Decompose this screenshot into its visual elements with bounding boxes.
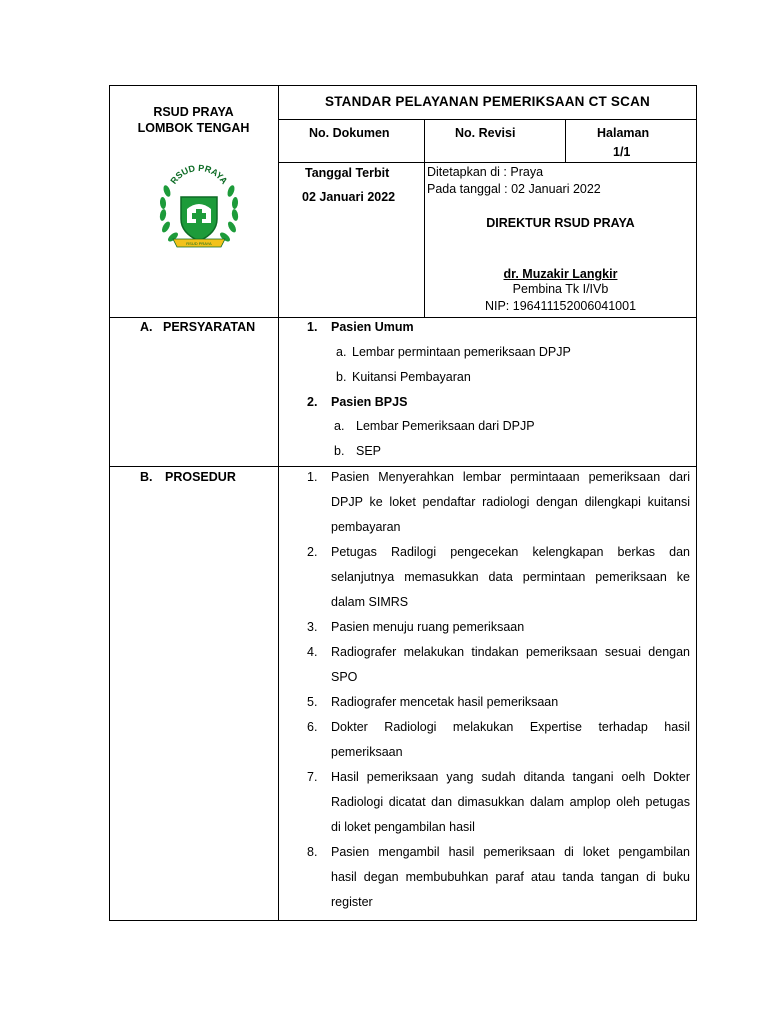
step-8-line-1: Pasien mengambil hasil pemeriksaan di loket pengambilan: [331, 845, 690, 859]
group-2-title: Pasien BPJS: [331, 395, 408, 409]
group-1-item-b-text: Kuitansi Pembayaran: [352, 370, 471, 384]
step-1-line-2: DPJP ke loket pendaftar radiologi dengan dilengkapi kuitansi: [331, 495, 690, 509]
sop-document: [109, 85, 697, 921]
rsud-praya-logo: [155, 161, 243, 257]
section-b-letter: B.: [140, 470, 153, 484]
group-1-title: Pasien Umum: [331, 320, 414, 334]
step-7-line-3: di loket pengambilan hasil: [331, 820, 475, 834]
step-6-line-2: pemeriksaan: [331, 745, 403, 759]
svg-text:RSUD PRAYA: RSUD PRAYA: [168, 162, 230, 186]
step-4-num: 4.: [307, 645, 318, 659]
laurel-right-icon: [218, 184, 239, 243]
step-5-line-1: Radiografer mencetak hasil pemeriksaan: [331, 695, 559, 709]
divider-title: [278, 119, 697, 120]
step-1-line-1: Pasien Menyerahkan lembar permintaaan pemeriksaan dari: [331, 470, 690, 484]
label-no-dokumen: No. Dokumen: [309, 126, 390, 140]
step-3-line-1: Pasien menuju ruang pemeriksaan: [331, 620, 525, 634]
border-bottom: [109, 920, 697, 921]
step-2-line-3: dalam SIMRS: [331, 595, 409, 609]
step-8-line-3: register: [331, 895, 373, 909]
step-8-num: 8.: [307, 845, 318, 859]
halaman-value: 1/1: [613, 145, 631, 159]
step-2-num: 2.: [307, 545, 318, 559]
org-name-line1: RSUD PRAYA: [153, 105, 234, 119]
step-3-num: 3.: [307, 620, 318, 634]
step-6-line-1: Dokter Radiologi melakukan Expertise terhadap hasil: [331, 720, 690, 734]
section-b-label: PROSEDUR: [165, 470, 236, 484]
step-7-num: 7.: [307, 770, 318, 784]
group-2-item-a-letter: a.: [334, 419, 345, 433]
step-5-num: 5.: [307, 695, 318, 709]
border-left: [109, 85, 110, 921]
step-1-num: 1.: [307, 470, 318, 484]
group-2-item-a-text: Lembar Pemeriksaan dari DPJP: [356, 419, 535, 433]
group-1-num: 1.: [307, 320, 318, 334]
label-no-revisi: No. Revisi: [455, 126, 516, 140]
divider-doc-meta: [278, 162, 697, 163]
section-a-letter: A.: [140, 320, 153, 334]
label-tanggal-terbit: Tanggal Terbit: [305, 166, 390, 180]
document-title: STANDAR PELAYANAN PEMERIKSAAN CT SCAN: [325, 94, 650, 109]
group-2-item-b-letter: b.: [334, 444, 345, 458]
step-1-line-3: pembayaran: [331, 520, 401, 534]
signer-rank: Pembina Tk I/IVb: [512, 282, 609, 296]
signer-nip: NIP: 196411152006041001: [484, 299, 637, 313]
signer-name: dr. Muzakir Langkir: [503, 267, 618, 281]
border-right: [696, 85, 697, 921]
section-a-label: PERSYARATAN: [163, 320, 256, 334]
tanggal-terbit-value: 02 Januari 2022: [302, 190, 396, 204]
divider-section-a-end: [109, 466, 697, 467]
group-1-item-a-text: Lembar permintaan pemeriksaan DPJP: [352, 345, 571, 359]
direktur-title: DIREKTUR RSUD PRAYA: [486, 216, 635, 230]
laurel-left-icon: [159, 184, 180, 243]
step-7-line-1: Hasil pemeriksaan yang sudah ditanda tangani oelh Dokter: [331, 770, 690, 784]
group-2-item-b-text: SEP: [356, 444, 382, 458]
group-1-item-b-letter: b.: [336, 370, 347, 384]
pada-tanggal: Pada tanggal : 02 Januari 2022: [427, 182, 601, 196]
label-halaman: Halaman: [597, 126, 650, 140]
svg-text:RSUD PRAYA: RSUD PRAYA: [186, 241, 212, 246]
step-7-line-2: Radiologi dicatat dan dimasukkan dalam amplop oleh petugas: [331, 795, 690, 809]
divider-left-column: [278, 85, 279, 921]
ditetapkan-di: Ditetapkan di : Praya: [427, 165, 544, 179]
step-4-line-1: Radiografer melakukan tindakan pemeriksaan sesuai dengan: [331, 645, 690, 659]
divider-header-end: [109, 317, 697, 318]
group-1-item-a-letter: a.: [336, 345, 347, 359]
step-8-line-2: hasil degan membubuhkan paraf atau tanda tangan di buku: [331, 870, 690, 884]
group-2-num: 2.: [307, 395, 318, 409]
step-2-line-1: Petugas Radilogi pengecekan kelengkapan berkas dan: [331, 545, 690, 559]
border-top: [109, 85, 697, 86]
org-name-line2: LOMBOK TENGAH: [137, 121, 250, 135]
step-4-line-2: SPO: [331, 670, 358, 684]
step-2-line-2: selanjutnya memasukkan data permintaan pemeriksaan ke: [331, 570, 690, 584]
divider-revisi-halaman: [565, 119, 566, 163]
step-6-num: 6.: [307, 720, 318, 734]
